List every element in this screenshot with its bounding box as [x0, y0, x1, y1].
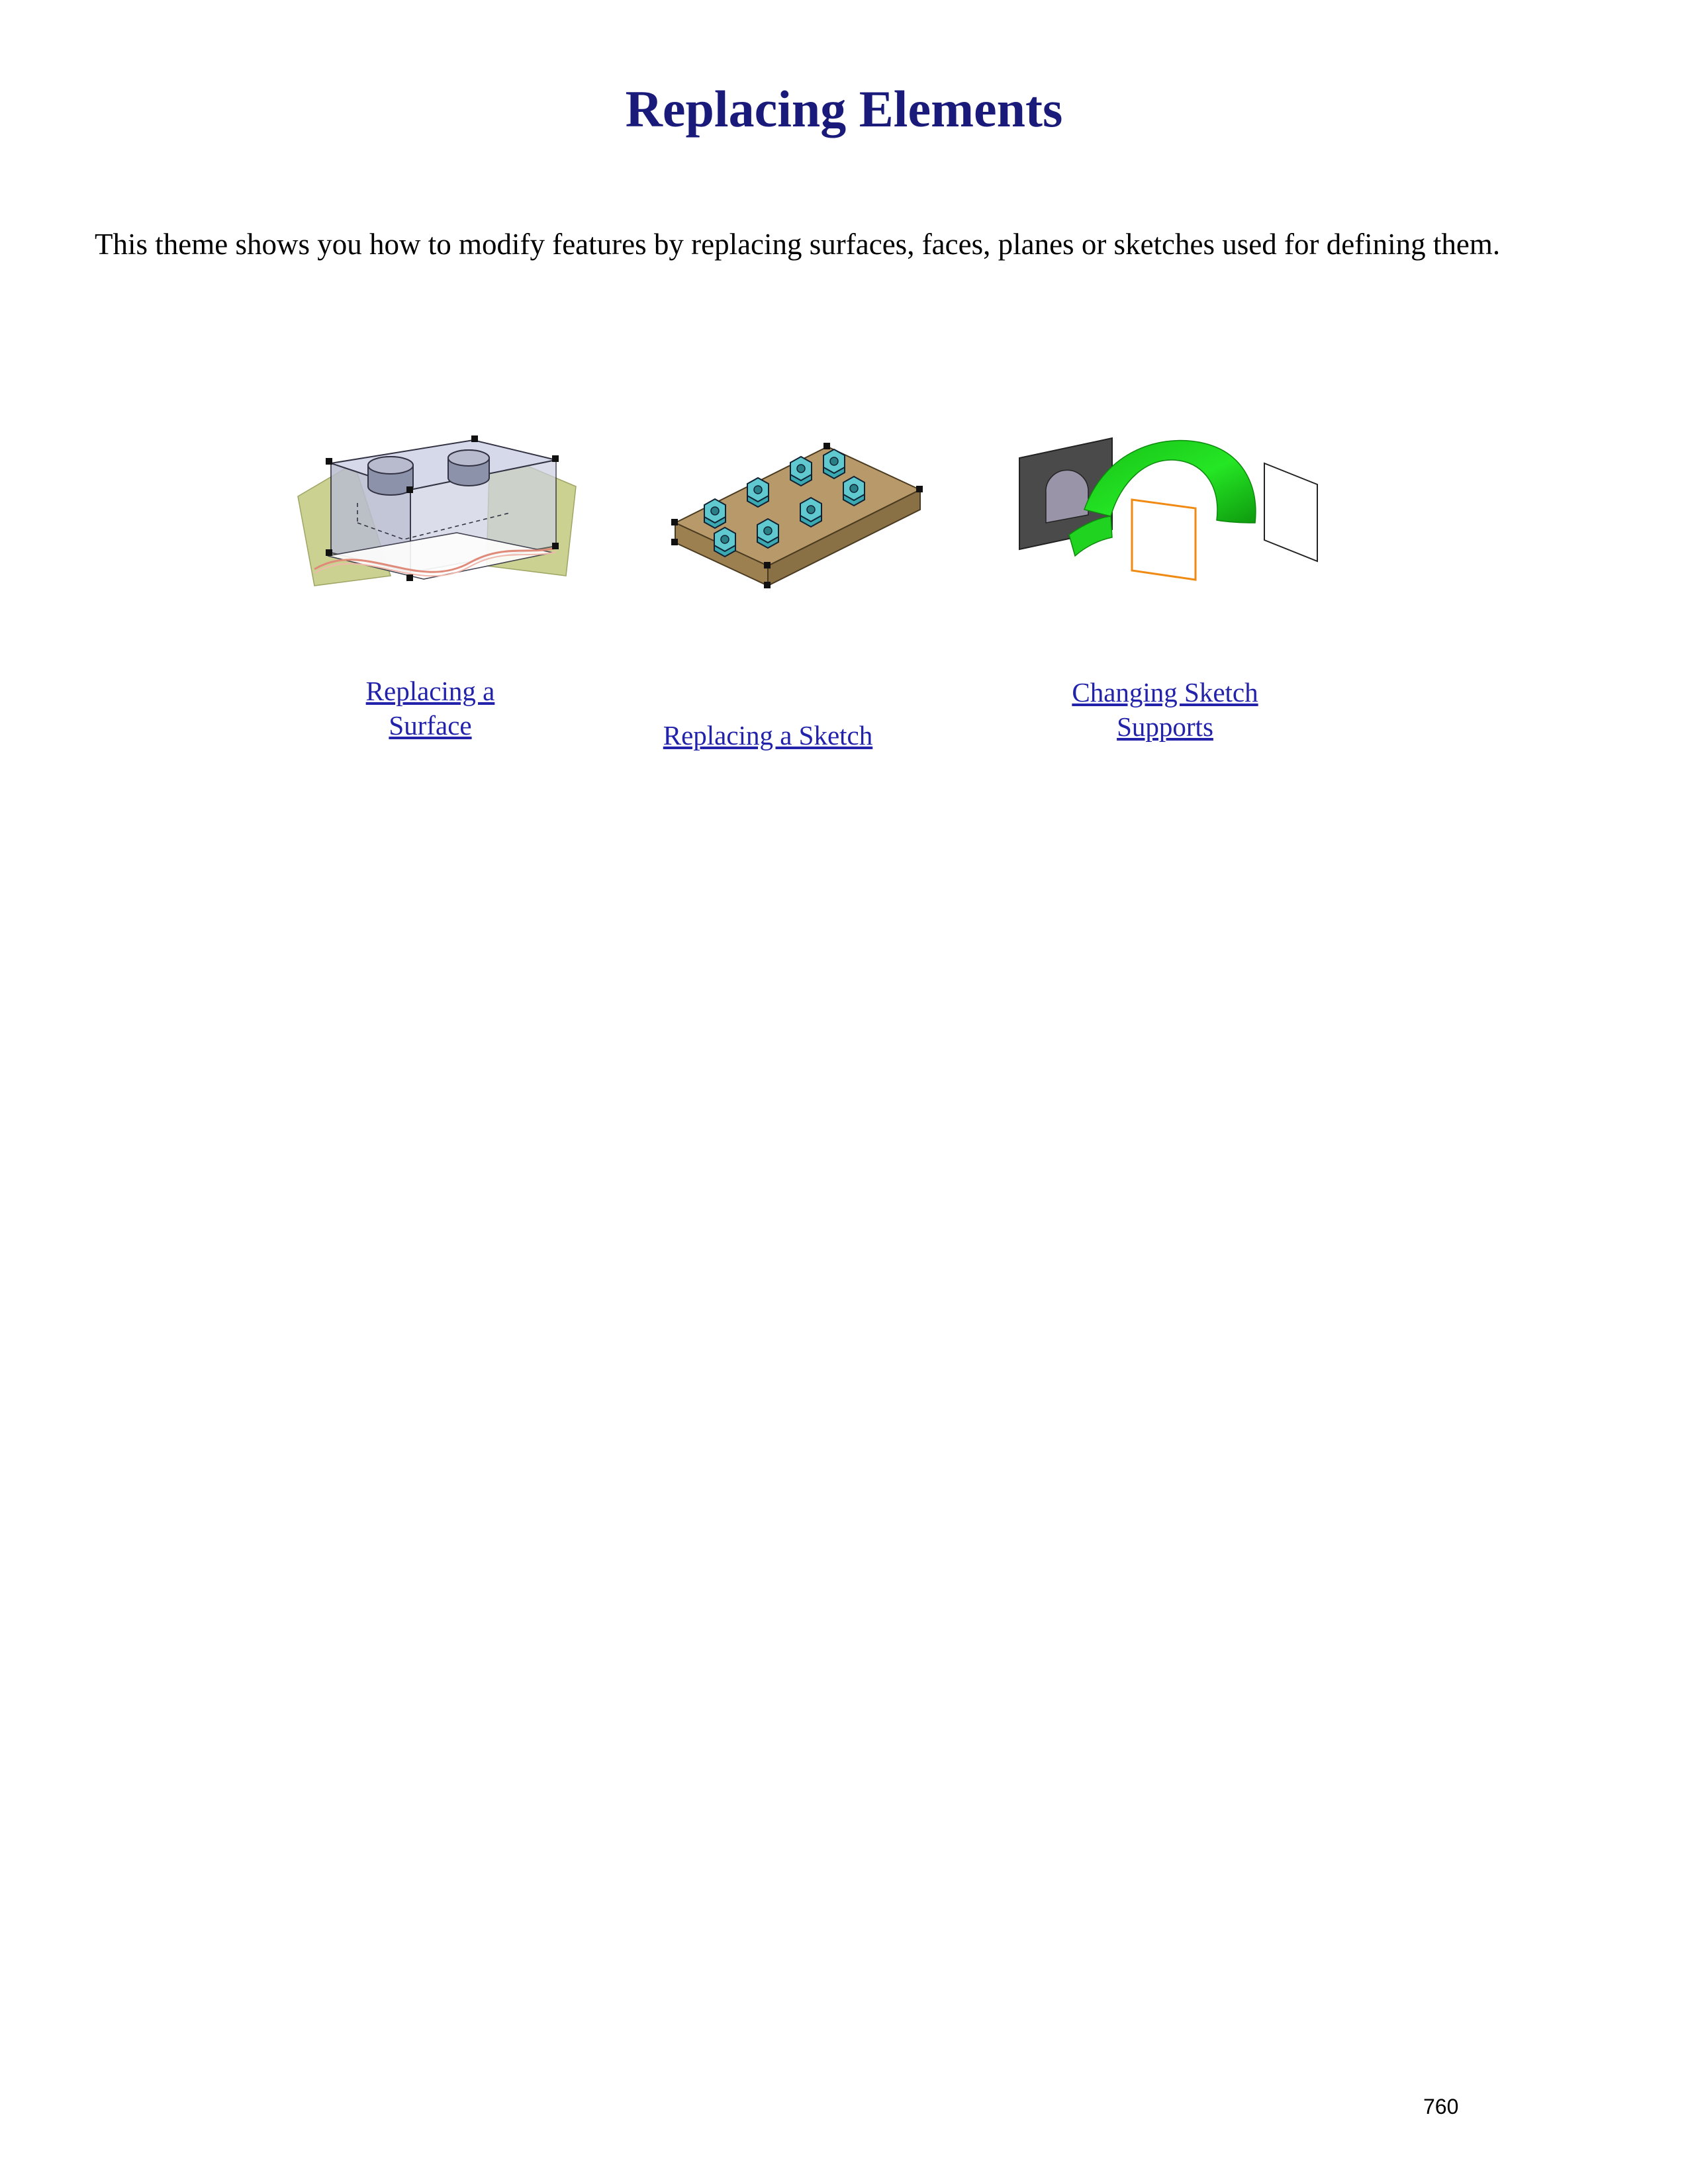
link-replacing-a-surface-line2[interactable]: Surface	[389, 710, 472, 741]
figure-row	[0, 424, 1688, 821]
replacing-surface-illustration[interactable]	[291, 424, 583, 622]
link-replacing-a-sketch[interactable]: Replacing a Sketch	[663, 720, 873, 751]
changing-sketch-supports-illustration[interactable]	[1006, 424, 1337, 622]
link-replacing-a-surface-line1[interactable]: Replacing a	[365, 676, 495, 706]
caption-replacing-a-sketch	[583, 718, 953, 752]
caption-changing-sketch-supports	[1006, 675, 1324, 745]
intro-paragraph: This theme shows you how to modify features by replacing surfaces, faces, planes or sketches used for defining them.	[95, 228, 1501, 261]
page-number: 760	[1423, 2095, 1459, 2118]
link-changing-sketch-supports-line2[interactable]: Supports	[1117, 711, 1213, 743]
page-title: Replacing Elements	[625, 80, 1063, 138]
replacing-sketch-illustration[interactable]	[635, 424, 927, 609]
link-changing-sketch-supports-line1[interactable]: Changing Sketch	[1072, 677, 1258, 707]
caption-replacing-a-surface	[331, 674, 530, 743]
